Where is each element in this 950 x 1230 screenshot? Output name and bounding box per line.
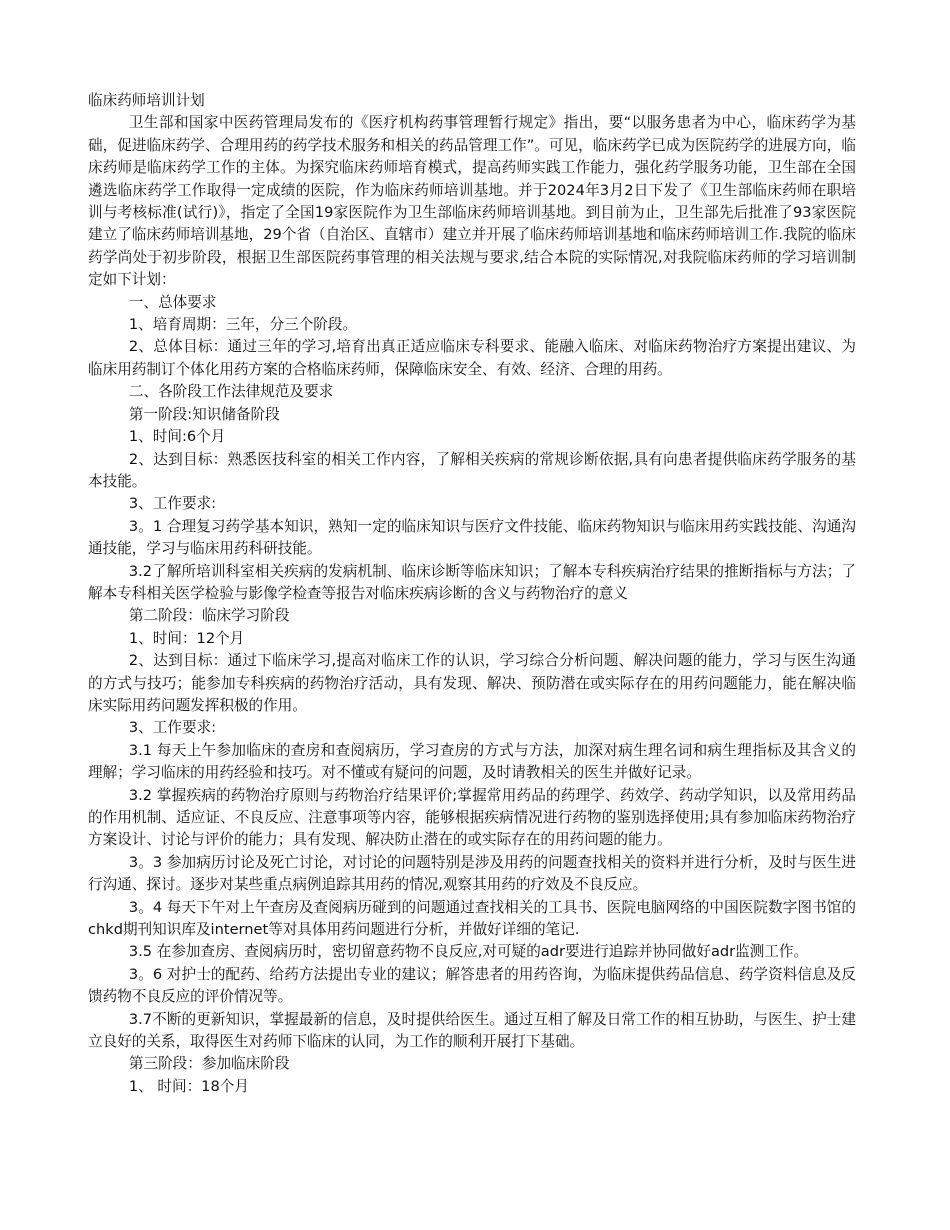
list-item-overall-goal: 2、总体目标：通过三年的学习,培育出真正适应临床专科要求、能融入临床、对临床药物治疗方案提出建议、为临床用药制订个体化用药方案的合格临床药师，保障临床安全、有效、经济、合理的用药。 xyxy=(88,338,856,378)
list-item-stage2-req-3-3: 3。3 参加病历讨论及死亡讨论，对讨论的问题特别是涉及用药的问题查找相关的资料并进行分析，及时与医生进行沟通、探讨。逐步对某些重点病例追踪其用药的情况,观察其用药的疗效及不良反应。 xyxy=(88,853,856,894)
list-item-stage3-time: 1、 时间：18个月 xyxy=(128,1077,249,1095)
list-item-stage1-goal: 2、达到目标：熟悉医技科室的相关工作内容，了解相关疾病的常规诊断依据,具有向患者提供临床药学服务的基本技能。 xyxy=(88,450,856,490)
list-item-stage2-req-3-6: 3。6 对护士的配药、给药方法提出专业的建议；解答患者的用药咨询，为临床提供药品信息、药学资料信息及反馈药物不良反应的评价情况等。 xyxy=(88,965,856,1006)
list-item-stage2-req-3-5: 3.5 在参加查房、查阅病历时，密切留意药物不良反应,对可疑的adr要进行追踪并协同做好adr监测工作。 xyxy=(128,943,809,961)
list-item-stage2-time: 1、时间：12个月 xyxy=(128,629,245,647)
stage-heading-1: 第一阶段:知识储备阶段 xyxy=(128,405,280,423)
intro-paragraph: 卫生部和国家中医药管理局发布的《医疗机构药事管理暂行规定》指出，要“以服务患者为中心，临床药学为基础，促进临床药学、合理用药的药学技术服务和相关的药品管理工作”。可见，临床药学已成为医院药学的进展方向，临床药师是临床药学工作的主体。为探究临床药师培育模式，提高药师实践工作能力，强化药学服务功能，卫生部在全国遴选临床药学工作取得一定成绩的医院，作为临床药师培训基地。并于2024年3月2日下发了《卫生部临床药师在职培训与考核标准(试行)》，指定了全国19家医院作为卫生部临床药师培训基地。到目前为止，卫生部先后批准了93家医院建立了临床药师培训基地，29个省（自治区、直辖市）建立并开展了临床药师培训基地和临床药师培训工作.我院的临床药学尚处于初步阶段，根据卫生部医院药事管理的相关法规与要求,结合本院的实际情况,对我院临床药师的学习培训制定如下计划： xyxy=(88,114,856,289)
list-item-stage1-req-3-2: 3.2了解所培训科室相关疾病的发病机制、临床诊断等临床知识；了解本专科疾病治疗结果的推断指标与方法；了解本专科相关医学检验与影像学检查等报告对临床疾病诊断的含义与药物治疗的意义 xyxy=(88,562,856,602)
list-item-stage2-req-3-7: 3.7不断的更新知识，掌握最新的信息，及时提供给医生。通过互相了解及日常工作的相互协助，与医生、护士建立良好的关系，取得医生对药师下临床的认同，为工作的顺利开展打下基础。 xyxy=(88,1010,856,1051)
list-item-stage1-req-3-1: 3。1 合理复习药学基本知识，熟知一定的临床知识与医疗文件技能、临床药物知识与临床用药实践技能、沟通沟通技能，学习与临床用药科研技能。 xyxy=(88,517,856,558)
stage-heading-2: 第二阶段：临床学习阶段 xyxy=(128,607,290,625)
section-heading-stage-requirements: 二、各阶段工作法律规范及要求 xyxy=(128,383,334,401)
list-item-stage1-time: 1、时间:6个月 xyxy=(128,428,226,446)
document-body xyxy=(88,112,856,1098)
list-item-stage2-req-3-4: 3。4 每天下午对上午查房及查阅病历碰到的问题通过查找相关的工具书、医院电脑网络的中国医院数字图书馆的chkd期刊知识库及internet等对具体用药问题进行分析，并做好详细的笔记. xyxy=(88,898,856,939)
stage-heading-3: 第三阶段：参加临床阶段 xyxy=(128,1055,290,1073)
document-page xyxy=(88,90,856,1098)
list-item-stage2-goal: 2、达到目标：通过下临床学习,提高对临床工作的认识，学习综合分析问题、解决问题的能力，学习与医生沟通的方式与技巧；能参加专科疾病的药物治疗活动，具有发现、解决、预防潜在或实际存在的用药问题能力，能在解决临床实际用药问题发挥积极的作用。 xyxy=(88,652,856,714)
section-heading-general-requirements: 一、总体要求 xyxy=(128,293,217,311)
list-item-stage2-req-3-1: 3.1 每天上午参加临床的查房和查阅病历，学习查房的方式与方法，加深对病生理名词和病生理指标及其含义的理解；学习临床的用药经验和技巧。对不懂或有疑问的问题，及时请教相关的医生并做好记录。 xyxy=(88,741,856,782)
document-title: 临床药师培训计划 xyxy=(88,92,205,109)
list-item-stage2-req-3-2: 3.2 掌握疾病的药物治疗原则与药物治疗结果评价;掌握常用药品的药理学、药效学、药动学知识，以及常用药品的作用机制、适应证、不良反应、注意事项等内容，能够根据疾病情况进行药物的鉴别选择使用;具有参加临床药物治疗方案设计、讨论与评价的能力；具有发现、解决防止潜在的或实际存在的用药问题的能力。 xyxy=(88,786,856,849)
list-item-training-period: 1、培育周期：三年，分三个阶段。 xyxy=(128,316,358,334)
list-item-stage2-requirements: 3、工作要求: xyxy=(128,719,217,737)
list-item-stage1-requirements: 3、工作要求: xyxy=(128,495,217,513)
